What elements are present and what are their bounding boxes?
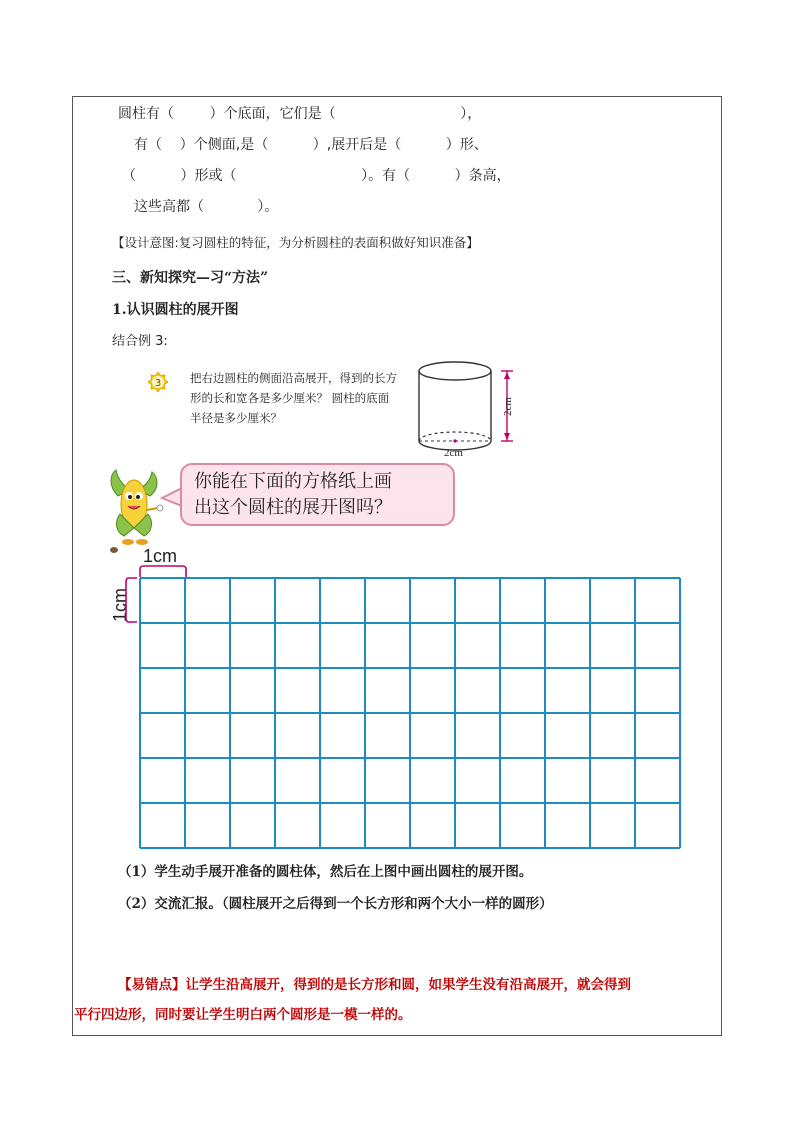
review-line-3: （ ）形或（ ）。有（ ）条高，: [122, 168, 511, 184]
speech-bubble: [180, 463, 455, 526]
bubble-text-line-2: 出这个圆柱的展开图吗？: [194, 497, 392, 518]
height-label: 2cm: [502, 397, 514, 416]
grid-label-y: 1cm: [110, 587, 130, 622]
grid-brace-y-icon: [124, 576, 138, 624]
error-point-text-1: 让学生沿高展开，得到的是长方形和圆，如果学生没有沿高展开，就会得到: [185, 977, 631, 993]
error-point-line-1: [118, 975, 631, 995]
error-point-label: 【易错点】: [118, 977, 186, 993]
grid-label-x: 1cm: [143, 546, 178, 566]
step-2: （2）交流汇报。（圆柱展开之后得到一个长方形和两个大小一样的圆形）: [118, 896, 553, 912]
corn-mascot-icon: [104, 466, 164, 546]
step-1: （1）学生动手展开准备的圆柱体，然后在上图中画出圆柱的展开图。: [118, 864, 533, 880]
example-text: 把右边圆柱的侧面沿高展开，得到的长方形的长和宽各是多少厘米？ 圆柱的底面半径是多少厘米？: [190, 371, 397, 425]
error-point-text-2: 平行四边形，同时要让学生明白两个圆形是一模一样的。: [74, 1007, 412, 1023]
example-number: 3: [154, 378, 162, 389]
example-ref: 结合例 3:: [112, 334, 168, 349]
bullet-dot: [110, 547, 118, 553]
cylinder-figure: [410, 358, 530, 460]
review-line-4: 这些高都（ ）。: [134, 199, 279, 215]
subsection-title: 1.认识圆柱的展开图: [112, 302, 239, 318]
grid-paper: [138, 576, 682, 850]
diameter-label: 2cm: [444, 447, 463, 459]
review-line-2: 有（ ）个侧面,是（ ）,展开后是（ ）形、: [134, 137, 488, 153]
section-title: 三、新知探究—习“方法”: [112, 270, 269, 286]
bubble-text-line-1: 你能在下面的方格纸上画: [194, 471, 392, 492]
example-number-badge-icon: [148, 372, 168, 392]
review-line-1: 圆柱有（ ）个底面，它们是（ ），: [118, 106, 482, 122]
design-note: 【设计意图:复习圆柱的特征，为分析圆柱的表面积做好知识准备】: [112, 235, 479, 250]
